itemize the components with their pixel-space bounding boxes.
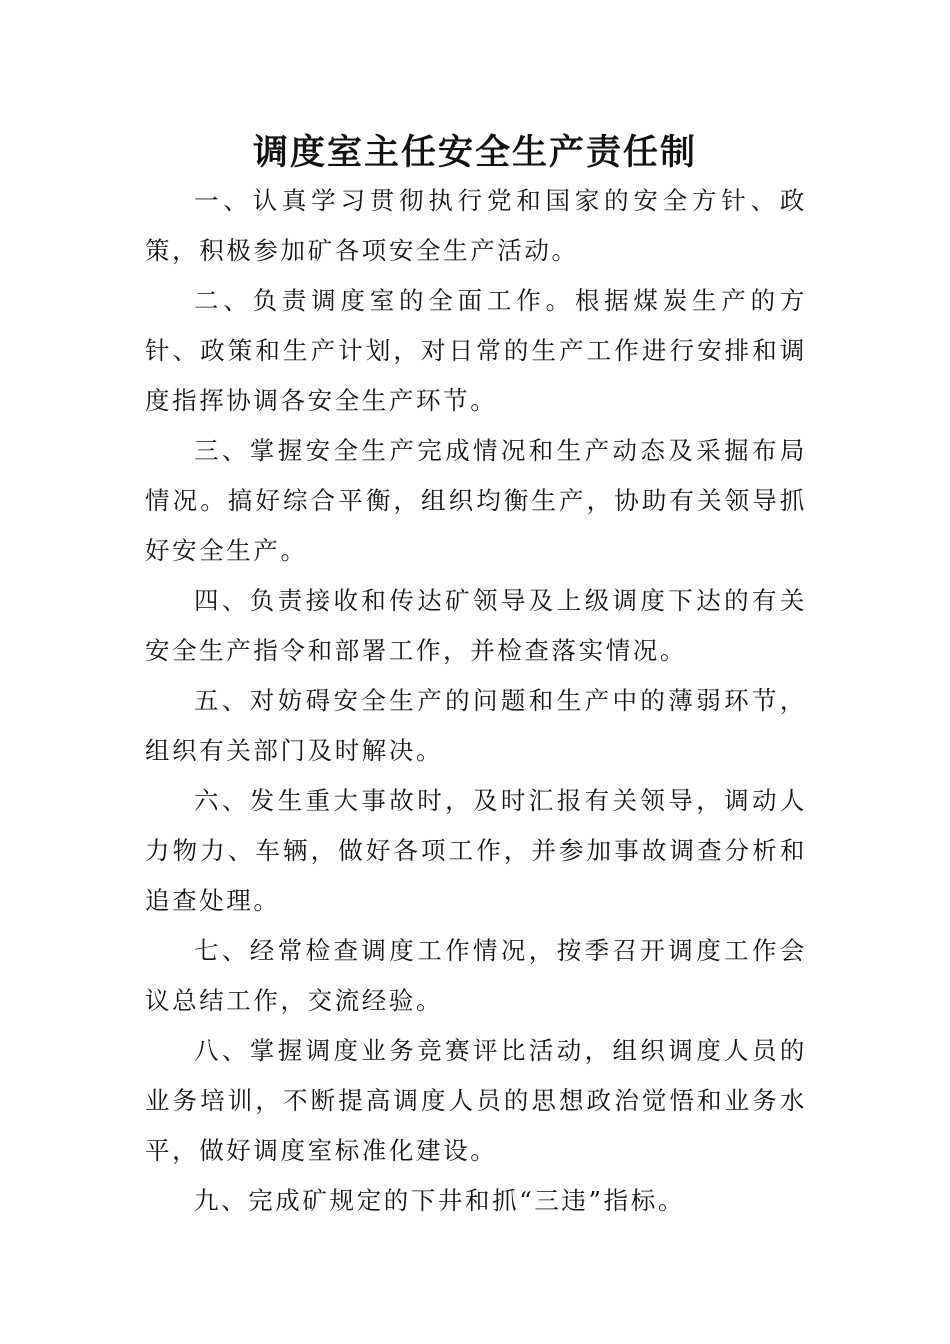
paragraph-6: 六、发生重大事故时，及时汇报有关领导，调动人力物力、车辆，做好各项工作，并参加事故调查分析和追查处理。	[145, 786, 807, 915]
paragraph-2: 二、负责调度室的全面工作。根据煤炭生产的方针、政策和生产计划，对日常的生产工作进行安排和调度指挥协调各安全生产环节。	[145, 286, 807, 415]
document-body	[145, 176, 807, 1226]
paragraph-3: 三、掌握安全生产完成情况和生产动态及采掘布局情况。搞好综合平衡，组织均衡生产，协助有关领导抓好安全生产。	[145, 436, 807, 565]
paragraph-8: 八、掌握调度业务竞赛评比活动，组织调度人员的业务培训，不断提高调度人员的思想政治觉悟和业务水平，做好调度室标准化建设。	[145, 1036, 807, 1165]
paragraph-4: 四、负责接收和传达矿领导及上级调度下达的有关安全生产指令和部署工作，并检查落实情况。	[145, 586, 807, 665]
paragraph-1: 一、认真学习贯彻执行党和国家的安全方针、政策，积极参加矿各项安全生产活动。	[145, 186, 807, 265]
document-title: 调度室主任安全生产责任制	[252, 133, 697, 173]
paragraph-9: 九、完成矿规定的下井和抓“三违”指标。	[194, 1186, 685, 1215]
paragraph-5: 五、对妨碍安全生产的问题和生产中的薄弱环节，组织有关部门及时解决。	[145, 686, 807, 765]
paragraph-7: 七、经常检查调度工作情况，按季召开调度工作会议总结工作，交流经验。	[145, 936, 807, 1015]
